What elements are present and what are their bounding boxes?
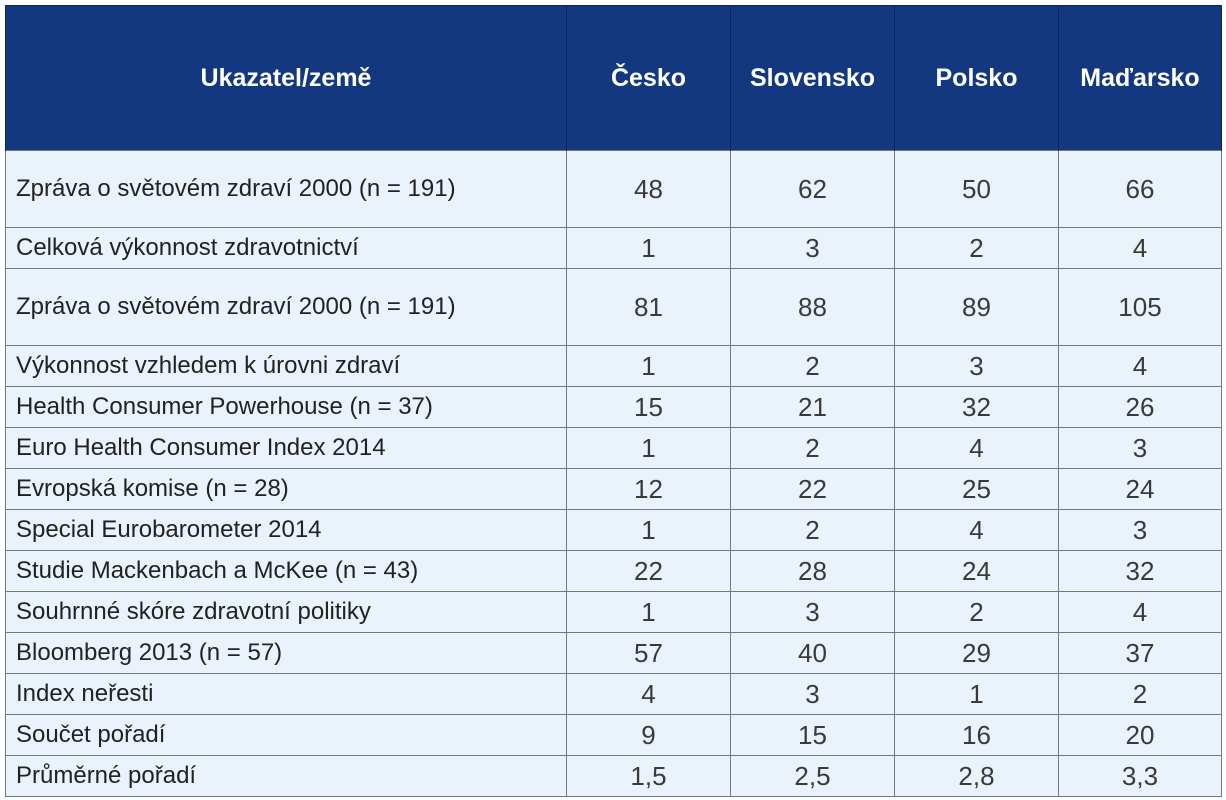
table-row xyxy=(6,674,1222,715)
table-row xyxy=(6,428,1222,469)
cell-czech: 22 xyxy=(567,551,731,592)
cell-poland: 2 xyxy=(895,228,1059,269)
row-label: Special Eurobarometer 2014 xyxy=(6,510,567,551)
cell-slovakia: 2,5 xyxy=(731,756,895,797)
cell-hungary: 3 xyxy=(1059,510,1222,551)
table-row xyxy=(6,592,1222,633)
ranking-table xyxy=(5,5,1222,797)
cell-slovakia: 2 xyxy=(731,510,895,551)
cell-poland: 3 xyxy=(895,346,1059,387)
cell-czech: 9 xyxy=(567,715,731,756)
cell-hungary: 66 xyxy=(1059,151,1222,228)
cell-czech: 81 xyxy=(567,269,731,346)
row-label: Studie Mackenbach a McKee (n = 43) xyxy=(6,551,567,592)
header-hungary: Maďarsko xyxy=(1059,6,1222,151)
cell-poland: 25 xyxy=(895,469,1059,510)
table-row xyxy=(6,633,1222,674)
row-label: Průměrné pořadí xyxy=(6,756,567,797)
cell-slovakia: 2 xyxy=(731,346,895,387)
header-slovakia: Slovensko xyxy=(731,6,895,151)
cell-hungary: 3,3 xyxy=(1059,756,1222,797)
cell-slovakia: 40 xyxy=(731,633,895,674)
cell-slovakia: 3 xyxy=(731,228,895,269)
cell-hungary: 4 xyxy=(1059,228,1222,269)
table-row xyxy=(6,715,1222,756)
cell-slovakia: 3 xyxy=(731,592,895,633)
cell-hungary: 26 xyxy=(1059,387,1222,428)
cell-czech: 1 xyxy=(567,428,731,469)
table-body xyxy=(6,151,1222,797)
cell-hungary: 3 xyxy=(1059,428,1222,469)
table-header xyxy=(6,6,1222,151)
table-row xyxy=(6,756,1222,797)
cell-czech: 57 xyxy=(567,633,731,674)
cell-slovakia: 21 xyxy=(731,387,895,428)
cell-poland: 24 xyxy=(895,551,1059,592)
table-row xyxy=(6,469,1222,510)
cell-poland: 4 xyxy=(895,428,1059,469)
cell-czech: 1 xyxy=(567,510,731,551)
row-label: Celková výkonnost zdravotnictví xyxy=(6,228,567,269)
table-row xyxy=(6,510,1222,551)
cell-slovakia: 22 xyxy=(731,469,895,510)
cell-hungary: 105 xyxy=(1059,269,1222,346)
header-poland: Polsko xyxy=(895,6,1059,151)
row-label: Euro Health Consumer Index 2014 xyxy=(6,428,567,469)
cell-slovakia: 88 xyxy=(731,269,895,346)
row-label: Souhrnné skóre zdravotní politiky xyxy=(6,592,567,633)
header-row xyxy=(6,6,1222,151)
cell-czech: 4 xyxy=(567,674,731,715)
cell-czech: 15 xyxy=(567,387,731,428)
table-row xyxy=(6,228,1222,269)
table-row xyxy=(6,551,1222,592)
cell-hungary: 24 xyxy=(1059,469,1222,510)
cell-hungary: 20 xyxy=(1059,715,1222,756)
cell-poland: 16 xyxy=(895,715,1059,756)
row-label: Zpráva o světovém zdraví 2000 (n = 191) xyxy=(6,269,567,346)
cell-poland: 50 xyxy=(895,151,1059,228)
row-label: Health Consumer Powerhouse (n = 37) xyxy=(6,387,567,428)
cell-hungary: 2 xyxy=(1059,674,1222,715)
cell-czech: 48 xyxy=(567,151,731,228)
cell-hungary: 4 xyxy=(1059,592,1222,633)
cell-poland: 1 xyxy=(895,674,1059,715)
cell-hungary: 32 xyxy=(1059,551,1222,592)
cell-czech: 1 xyxy=(567,228,731,269)
cell-slovakia: 15 xyxy=(731,715,895,756)
row-label: Index neřesti xyxy=(6,674,567,715)
row-label: Součet pořadí xyxy=(6,715,567,756)
row-label: Zpráva o světovém zdraví 2000 (n = 191) xyxy=(6,151,567,228)
cell-slovakia: 3 xyxy=(731,674,895,715)
row-label: Bloomberg 2013 (n = 57) xyxy=(6,633,567,674)
ranking-table-container xyxy=(5,5,1221,797)
cell-hungary: 4 xyxy=(1059,346,1222,387)
header-czech: Česko xyxy=(567,6,731,151)
cell-slovakia: 2 xyxy=(731,428,895,469)
row-label: Evropská komise (n = 28) xyxy=(6,469,567,510)
table-row xyxy=(6,387,1222,428)
cell-slovakia: 28 xyxy=(731,551,895,592)
cell-hungary: 37 xyxy=(1059,633,1222,674)
header-indicator: Ukazatel/země xyxy=(6,6,567,151)
cell-poland: 2 xyxy=(895,592,1059,633)
row-label: Výkonnost vzhledem k úrovni zdraví xyxy=(6,346,567,387)
table-row xyxy=(6,151,1222,228)
cell-czech: 1 xyxy=(567,346,731,387)
cell-slovakia: 62 xyxy=(731,151,895,228)
table-row xyxy=(6,346,1222,387)
cell-poland: 2,8 xyxy=(895,756,1059,797)
cell-czech: 1 xyxy=(567,592,731,633)
table-row xyxy=(6,269,1222,346)
cell-poland: 29 xyxy=(895,633,1059,674)
cell-czech: 1,5 xyxy=(567,756,731,797)
cell-poland: 89 xyxy=(895,269,1059,346)
cell-poland: 4 xyxy=(895,510,1059,551)
cell-czech: 12 xyxy=(567,469,731,510)
cell-poland: 32 xyxy=(895,387,1059,428)
